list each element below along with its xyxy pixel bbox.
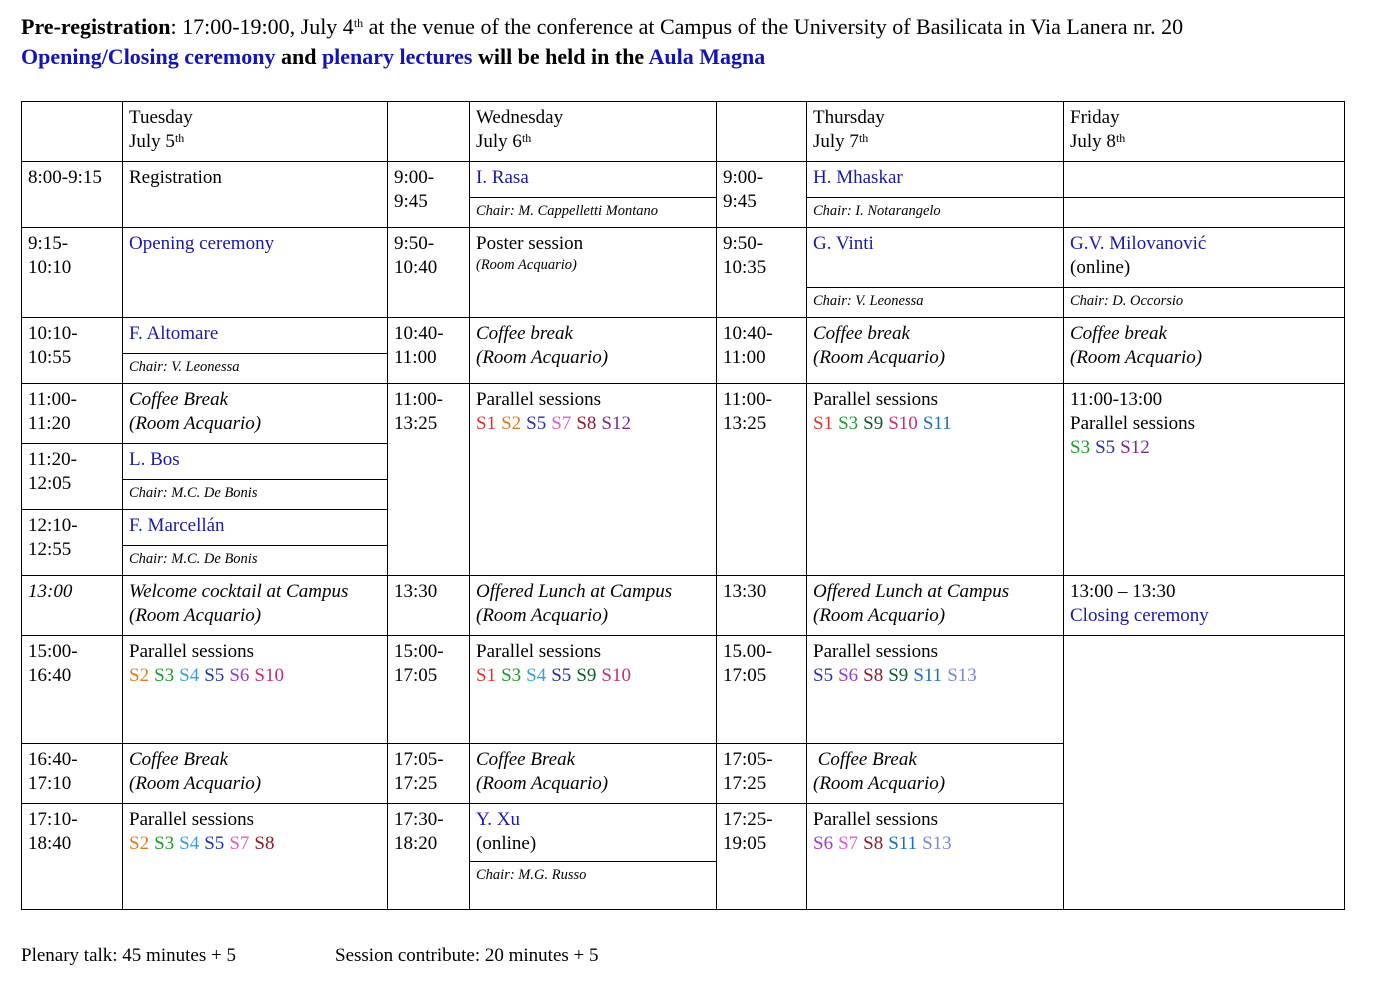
session-tag-s2: S2 — [129, 665, 150, 686]
parallel-sessions-cell: Parallel sessions S1 S3 S4 S5 S9 S10 — [470, 636, 717, 744]
speaker-cell: F. Marcellán — [123, 510, 388, 546]
table-row — [22, 576, 1345, 636]
parallel-sessions-cell: Parallel sessions S1 S3 S9 S10 S11 — [807, 384, 1064, 576]
day-header-tuesday: Tuesday July 5th — [123, 102, 388, 162]
opening-ceremony-cell: Opening ceremony — [123, 228, 388, 318]
speaker-cell: Y. Xu (online) — [470, 804, 717, 862]
time-cell: 9:50- 10:40 — [388, 228, 470, 318]
time-cell: 11:00- 13:25 — [717, 384, 807, 576]
pre-registration-sup: th — [353, 16, 364, 30]
session-tag-s8: S8 — [576, 413, 597, 434]
session-tag-s5: S5 — [813, 665, 834, 686]
session-tag-s1: S1 — [476, 413, 497, 434]
time-cell: 9:50- 10:35 — [717, 228, 807, 318]
time-cell: 13:30 — [717, 576, 807, 636]
session-tag-s3: S3 — [154, 665, 175, 686]
session-tag-s5: S5 — [1095, 437, 1116, 458]
empty-cell — [1064, 636, 1345, 910]
session-tag-s6: S6 — [813, 833, 834, 854]
session-tag-s8: S8 — [254, 833, 275, 854]
time-cell: 9:00- 9:45 — [717, 162, 807, 228]
session-tag-s1: S1 — [476, 665, 497, 686]
session-tag-s13: S13 — [947, 665, 977, 686]
session-tag-s5: S5 — [204, 833, 225, 854]
chair-cell: Chair: M.C. De Bonis — [123, 546, 388, 576]
coffee-break-cell: Coffee Break (Room Acquario) — [123, 384, 388, 444]
coffee-break-cell: Coffee Break (Room Acquario) — [470, 744, 717, 804]
speaker-cell: L. Bos — [123, 444, 388, 480]
time-cell: 11:20- 12:05 — [22, 444, 123, 510]
table-row — [22, 162, 1345, 198]
session-tag-s4: S4 — [179, 833, 200, 854]
chair-cell: Chair: V. Leonessa — [807, 288, 1064, 318]
pre-registration-line — [21, 12, 1183, 42]
lunch-cell: Offered Lunch at Campus (Room Acquario) — [470, 576, 717, 636]
session-tag-s4: S4 — [526, 665, 547, 686]
session-tag-s1: S1 — [813, 413, 834, 434]
parallel-sessions-cell: Parallel sessions S5 S6 S8 S9 S11 S13 — [807, 636, 1064, 744]
registration-cell: Registration — [123, 162, 388, 228]
session-tag-s8: S8 — [863, 833, 884, 854]
coffee-break-cell: Coffee break (Room Acquario) — [807, 318, 1064, 384]
time-cell: 13:30 — [388, 576, 470, 636]
chair-cell: Chair: M.C. De Bonis — [123, 480, 388, 510]
empty-cell — [1064, 162, 1345, 198]
poster-session-cell: Poster session (Room Acquario) — [470, 228, 717, 318]
time-cell: 16:40- 17:10 — [22, 744, 123, 804]
session-tag-s3: S3 — [1070, 437, 1091, 458]
time-cell: 17:10- 18:40 — [22, 804, 123, 910]
session-tag-s2: S2 — [129, 833, 150, 854]
chair-cell: Chair: M. Cappelletti Montano — [470, 198, 717, 228]
pre-registration-label: Pre-registration — [21, 14, 171, 39]
session-list — [129, 664, 381, 688]
session-tag-s7: S7 — [229, 833, 250, 854]
time-cell: 12:10- 12:55 — [22, 510, 123, 576]
session-list — [813, 664, 1057, 688]
time-cell: 8:00-9:15 — [22, 162, 123, 228]
time-cell: 10:10- 10:55 — [22, 318, 123, 384]
speaker-cell: I. Rasa — [470, 162, 717, 198]
time-cell: 17:05- 17:25 — [388, 744, 470, 804]
coffee-break-cell: Coffee break (Room Acquario) — [470, 318, 717, 384]
session-tag-s5: S5 — [526, 413, 547, 434]
session-tag-s5: S5 — [551, 665, 572, 686]
table-row — [22, 318, 1345, 354]
pre-registration-venue: at the venue of the conference at Campus of the University of Basilicata in Via Lanera nr. 20 — [363, 14, 1184, 39]
time-cell: 15:00- 17:05 — [388, 636, 470, 744]
time-cell: 10:40- 11:00 — [388, 318, 470, 384]
corner-cell — [22, 102, 123, 162]
time-cell: 15:00- 16:40 — [22, 636, 123, 744]
page-header — [21, 12, 1183, 72]
session-tag-s11: S11 — [922, 413, 952, 434]
held-text: will be held in the — [472, 44, 649, 69]
coffee-break-cell: Coffee break (Room Acquario) — [1064, 318, 1345, 384]
session-tag-s9: S9 — [863, 413, 884, 434]
session-tag-s6: S6 — [229, 665, 250, 686]
speaker-cell: G. Vinti — [807, 228, 1064, 288]
cocktail-cell: Welcome cocktail at Campus (Room Acquario) — [123, 576, 388, 636]
empty-cell — [1064, 198, 1345, 228]
parallel-sessions-cell: Parallel sessions S6 S7 S8 S11 S13 — [807, 804, 1064, 910]
schedule-table — [21, 101, 1345, 910]
session-tag-s10: S10 — [888, 413, 918, 434]
time-cell: 15.00- 17:05 — [717, 636, 807, 744]
parallel-sessions-cell: Parallel sessions S1 S2 S5 S7 S8 S12 — [470, 384, 717, 576]
parallel-sessions-cell: 11:00-13:00 Parallel sessions S3 S5 S12 — [1064, 384, 1345, 576]
chair-cell: Chair: M.G. Russo — [470, 862, 717, 910]
session-tag-s8: S8 — [863, 665, 884, 686]
session-tag-s11: S11 — [888, 833, 918, 854]
session-tag-s9: S9 — [888, 665, 909, 686]
day-header-thursday: Thursday July 7th — [807, 102, 1064, 162]
session-tag-s3: S3 — [838, 413, 859, 434]
session-tag-s11: S11 — [913, 665, 943, 686]
session-list — [476, 664, 710, 688]
ceremony-line — [21, 42, 1183, 72]
time-cell: 11:00- 11:20 — [22, 384, 123, 444]
session-list — [813, 832, 1057, 856]
day-header-friday: Friday July 8th — [1064, 102, 1345, 162]
session-tag-s13: S13 — [922, 833, 952, 854]
session-tag-s12: S12 — [601, 413, 631, 434]
session-tag-s10: S10 — [254, 665, 284, 686]
time-header-thursday — [717, 102, 807, 162]
session-tag-s6: S6 — [838, 665, 859, 686]
session-tag-s12: S12 — [1120, 437, 1150, 458]
chair-cell: Chair: V. Leonessa — [123, 354, 388, 384]
session-note: Session contribute: 20 minutes + 5 — [335, 945, 599, 966]
session-tag-s9: S9 — [576, 665, 597, 686]
day-header-row — [22, 102, 1345, 162]
chair-cell: Chair: D. Occorsio — [1064, 288, 1345, 318]
time-cell: 9:15- 10:10 — [22, 228, 123, 318]
time-cell: 9:00- 9:45 — [388, 162, 470, 228]
speaker-cell: H. Mhaskar — [807, 162, 1064, 198]
table-row — [22, 636, 1345, 744]
day-header-wednesday: Wednesday July 6th — [470, 102, 717, 162]
time-cell: 11:00- 13:25 — [388, 384, 470, 576]
plenary-text: plenary lectures — [321, 44, 473, 69]
session-list — [476, 412, 710, 436]
speaker-cell: F. Altomare — [123, 318, 388, 354]
session-tag-s10: S10 — [601, 665, 631, 686]
time-cell: 13:00 — [22, 576, 123, 636]
ceremony-text: Opening/Closing ceremony — [21, 44, 276, 69]
session-tag-s7: S7 — [551, 413, 572, 434]
aula-magna-text: Aula Magna — [648, 44, 766, 69]
table-row — [22, 384, 1345, 444]
coffee-break-cell: Coffee Break (Room Acquario) — [807, 744, 1064, 804]
speaker-cell: G.V. Milovanović (online) — [1064, 228, 1345, 288]
session-tag-s2: S2 — [501, 413, 522, 434]
session-tag-s5: S5 — [204, 665, 225, 686]
time-header-wednesday — [388, 102, 470, 162]
session-tag-s7: S7 — [838, 833, 859, 854]
session-list — [1070, 436, 1338, 460]
coffee-break-cell: Coffee Break (Room Acquario) — [123, 744, 388, 804]
session-tag-s3: S3 — [501, 665, 522, 686]
pre-registration-time: : 17:00-19:00, July 4 — [170, 14, 354, 39]
session-tag-s3: S3 — [154, 833, 175, 854]
time-cell: 17:05- 17:25 — [717, 744, 807, 804]
time-cell: 17:30- 18:20 — [388, 804, 470, 910]
chair-cell: Chair: I. Notarangelo — [807, 198, 1064, 228]
session-list — [813, 412, 1057, 436]
lunch-cell: Offered Lunch at Campus (Room Acquario) — [807, 576, 1064, 636]
session-list — [129, 832, 381, 856]
closing-ceremony-cell: 13:00 – 13:30 Closing ceremony — [1064, 576, 1345, 636]
parallel-sessions-cell: Parallel sessions S2 S3 S4 S5 S7 S8 — [123, 804, 388, 910]
ceremony-and: and — [275, 44, 322, 69]
time-cell: 10:40- 11:00 — [717, 318, 807, 384]
parallel-sessions-cell: Parallel sessions S2 S3 S4 S5 S6 S10 — [123, 636, 388, 744]
plenary-note: Plenary talk: 45 minutes + 5 — [21, 945, 236, 966]
footer — [21, 944, 599, 968]
time-cell: 17:25- 19:05 — [717, 804, 807, 910]
session-tag-s4: S4 — [179, 665, 200, 686]
table-row — [22, 228, 1345, 288]
